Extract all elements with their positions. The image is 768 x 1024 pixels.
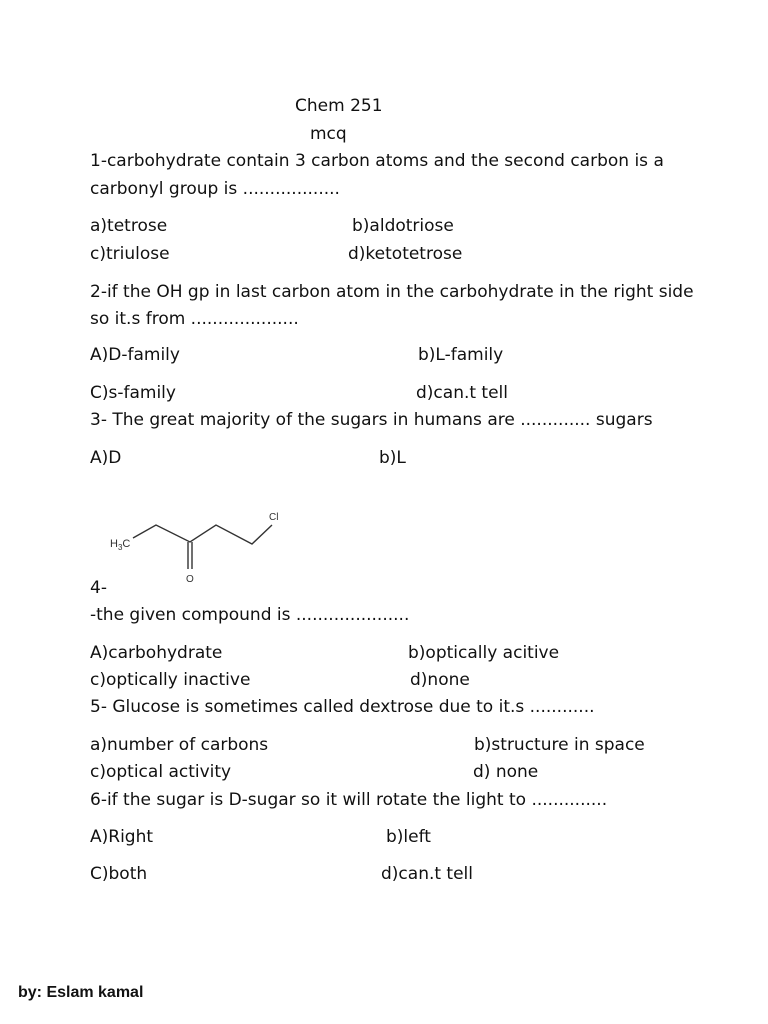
q3-text: 3- The great majority of the sugars in humans are ............. sugars (90, 410, 653, 430)
q2-option-d: d)can.t tell (416, 383, 509, 403)
q6-option-a: A)Right (90, 827, 154, 847)
q6-option-d: d)can.t tell (381, 864, 474, 884)
q5-option-c: c)optical activity (90, 762, 232, 782)
q2-option-c: C)s-family (90, 383, 176, 403)
q2-option-b: b)L-family (418, 345, 504, 365)
q4-text: -the given compound is ..................... (90, 605, 410, 625)
author-credit: by: Eslam kamal (18, 984, 144, 1001)
chlorine-label: Cl (269, 512, 279, 523)
q4-option-c: c)optically inactive (90, 670, 251, 690)
q6-text: 6-if the sugar is D-sugar so it will rotate the light to .............. (90, 790, 608, 810)
q1-option-d: d)ketotetrose (348, 244, 463, 264)
q1-option-a: a)tetrose (90, 216, 168, 236)
q1-text-line2: carbonyl group is .................. (90, 179, 340, 199)
q6-option-b: b)left (386, 827, 431, 847)
q4-option-b: b)optically acitive (408, 643, 560, 663)
q2-text-line2: so it.s from .................... (90, 309, 299, 329)
q5-option-b: b)structure in space (474, 735, 645, 755)
methyl-label (110, 538, 130, 552)
q3-option-b: b)L (379, 448, 406, 468)
q5-text: 5- Glucose is sometimes called dextrose due to it.s ............ (90, 697, 595, 717)
methyl-label-text: $H_3C$ (110, 538, 131, 552)
q3-option-a: A)D (90, 448, 122, 468)
document-title: Chem 251 (295, 96, 383, 116)
q4-number: 4- (90, 578, 107, 598)
q5-option-a: a)number of carbons (90, 735, 269, 755)
q1-option-c: c)triulose (90, 244, 170, 264)
q4-option-a: A)carbohydrate (90, 643, 223, 663)
q1-text-line1: 1-carbohydrate contain 3 carbon atoms and the second carbon is a (90, 151, 664, 171)
q5-option-d: d) none (473, 762, 539, 782)
q4-option-d: d)none (410, 670, 470, 690)
q2-text-line1: 2-if the OH gp in last carbon atom in the carbohydrate in the right side (90, 282, 694, 302)
q2-option-a: A)D-family (90, 345, 180, 365)
q6-option-c: C)both (90, 864, 148, 884)
document-subtitle: mcq (310, 124, 347, 144)
q1-option-b: b)aldotriose (352, 216, 454, 236)
chemical-structure (100, 505, 290, 587)
oxygen-label: O (186, 574, 194, 585)
carbon-chain (133, 525, 272, 544)
